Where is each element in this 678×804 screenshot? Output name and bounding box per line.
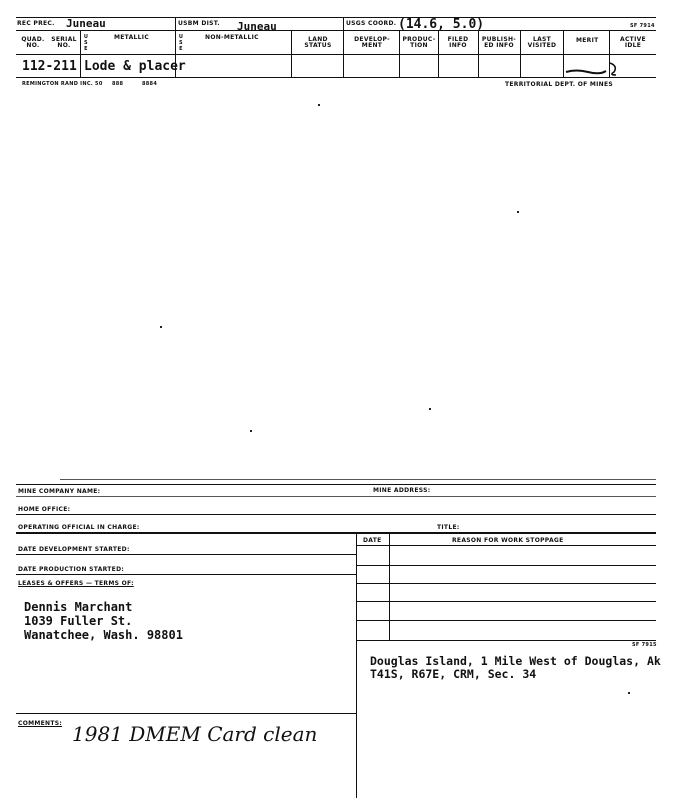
printer-code-2: 8884 — [142, 81, 158, 87]
printer-code-1: 888 — [112, 81, 124, 87]
lease-holder-city: Wanatchee, Wash. 98801 — [24, 628, 183, 642]
date-column-header: DATE — [363, 537, 382, 544]
rule-stoppage-4 — [356, 620, 656, 621]
rule-operating-official — [16, 532, 656, 534]
territorial-dept-label: TERRITORIAL DEPT. OF MINES — [505, 81, 614, 88]
rule-stoppage-3 — [356, 601, 656, 602]
speck — [517, 211, 519, 213]
rule-comments — [16, 713, 356, 714]
speck — [628, 692, 630, 694]
speck — [318, 104, 320, 106]
leases-offers-label: LEASES & OFFERS — TERMS OF: — [18, 580, 134, 587]
col-use-2: U S E — [178, 34, 184, 52]
rule-stoppage-2 — [356, 583, 656, 584]
mine-company-name-label: MINE COMPANY NAME: — [18, 488, 101, 495]
date-production-started-label: DATE PRODUCTION STARTED: — [18, 566, 125, 573]
rec-prec-label: REC PREC. — [17, 20, 55, 27]
col-development: DEVELOP-MENT — [354, 36, 390, 49]
header-bottom-rule — [16, 77, 656, 78]
lower-top-rule — [16, 484, 656, 485]
divider — [399, 30, 400, 77]
handwritten-comment: 1981 DMEM Card clean — [72, 722, 318, 746]
torn-edge-line — [60, 479, 656, 480]
header-top-rule — [16, 17, 656, 18]
comments-label: COMMENTS: — [18, 720, 63, 727]
date-development-started-label: DATE DEVELOPMENT STARTED: — [18, 546, 130, 553]
location-description: Douglas Island, 1 Mile West of Douglas, Ak — [370, 654, 661, 668]
col-published-info: PUBLISH-ED INFO — [481, 36, 517, 49]
divider — [343, 17, 344, 77]
lease-holder-street: 1039 Fuller St. — [24, 614, 133, 628]
col-use-1: U S E — [83, 34, 89, 52]
rule-home-office — [16, 514, 656, 515]
col-quad-no: QUAD. NO. — [21, 36, 45, 49]
record-metallic: Lode & placer — [84, 59, 186, 74]
col-metallic: METALLIC — [114, 34, 150, 41]
col-last-visited: LAST VISITED — [527, 36, 557, 49]
usgs-coord-value: (14.6, 5.0) — [398, 17, 485, 32]
header-row-rule — [16, 54, 656, 55]
rule-prod-started — [16, 574, 356, 575]
date-column-divider — [389, 534, 390, 640]
divider — [478, 30, 479, 77]
divider — [80, 30, 81, 77]
col-serial-no: SERIAL NO. — [51, 36, 77, 49]
home-office-label: HOME OFFICE: — [18, 506, 71, 513]
rule-stoppage-5 — [356, 640, 656, 641]
divider — [291, 30, 292, 77]
title-label: TITLE: — [437, 524, 460, 531]
speck — [160, 326, 162, 328]
col-filed-info: FILED INFO — [447, 36, 469, 49]
col-merit: MERIT — [576, 37, 599, 44]
mine-address-label: MINE ADDRESS: — [373, 487, 431, 494]
location-legal-description: T41S, R67E, CRM, Sec. 34 — [370, 667, 537, 681]
speck — [250, 430, 252, 432]
form-code-top: SF 7914 — [630, 23, 655, 29]
header-mid-rule — [16, 30, 656, 31]
reason-column-header: REASON FOR WORK STOPPAGE — [452, 537, 564, 544]
merit-scribble-mark — [562, 60, 628, 78]
column-divider — [356, 534, 357, 798]
record-serial: 112-211 — [22, 59, 77, 74]
rule-stoppage-header — [356, 545, 656, 546]
printer-imprint: REMINGTON RAND INC. 50 — [22, 81, 103, 87]
usbm-dist-value: Juneau — [237, 20, 277, 33]
col-land-status: LAND STATUS — [304, 36, 332, 49]
rule-mine-company — [16, 496, 656, 497]
rule-dev-started — [16, 554, 356, 555]
divider — [520, 30, 521, 77]
operating-official-label: OPERATING OFFICIAL IN CHARGE: — [18, 524, 140, 531]
col-production: PRODUC-TION — [402, 36, 436, 49]
divider — [438, 30, 439, 77]
col-active-idle: ACTIVE IDLE — [620, 36, 646, 49]
col-non-metallic: NON-METALLIC — [205, 34, 259, 41]
usgs-coord-label: USGS COORD. — [346, 20, 397, 27]
usbm-dist-label: USBM DIST. — [178, 20, 220, 27]
rec-prec-value: Juneau — [66, 17, 106, 30]
speck — [429, 408, 431, 410]
form-code-bottom: SF 7915 — [632, 642, 657, 648]
lease-holder-name: Dennis Marchant — [24, 600, 133, 614]
rule-stoppage-1 — [356, 565, 656, 566]
